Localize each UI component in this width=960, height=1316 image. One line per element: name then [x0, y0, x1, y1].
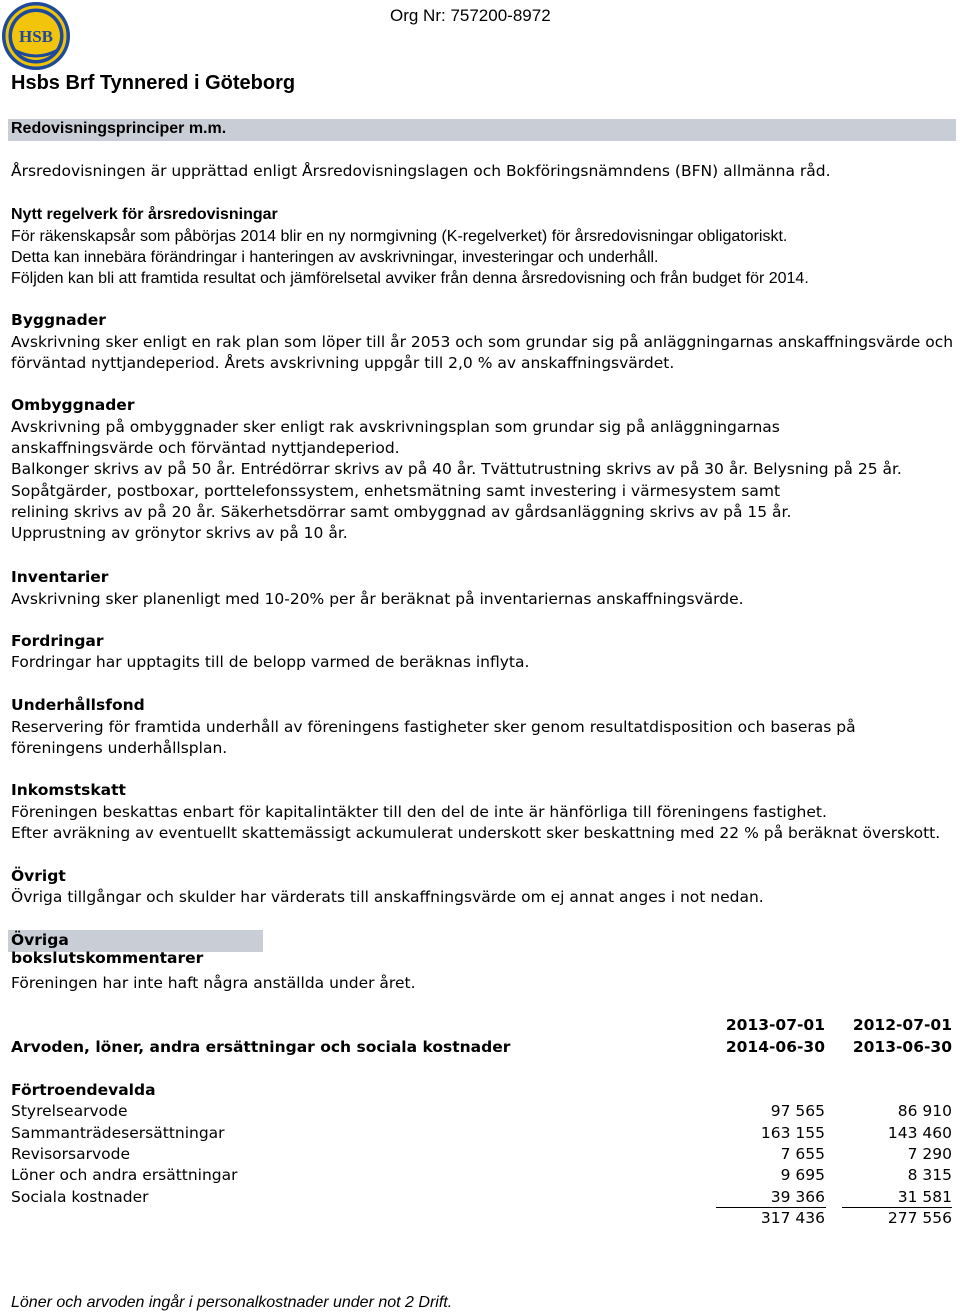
table-cell: 7 290: [907, 1145, 952, 1163]
table-row-label: Löner och andra ersättningar: [11, 1166, 238, 1184]
ombyggnader-line: Balkonger skrivs av på 50 år. Entrédörrar skrivs av på 40 år. Tvättutrustning skrivs av på 30 år. Belysning på 25 år.: [11, 460, 902, 478]
table-total: 317 436: [760, 1209, 825, 1227]
section-band-principles: [8, 119, 956, 141]
col1-header-end: 2014-06-30: [725, 1038, 825, 1056]
table-cell: 86 910: [897, 1102, 952, 1120]
logo-text: HSB: [18, 27, 54, 46]
table-total: 277 556: [887, 1209, 952, 1227]
table-row-label: Revisorsarvode: [11, 1145, 130, 1163]
ombyggnader-line: Avskrivning på ombyggnader sker enligt rak avskrivningsplan som grundar sig på anläggningarnas: [11, 418, 780, 436]
table-cell: 8 315: [907, 1166, 952, 1184]
bokslut-heading: Övriga bokslutskommentarer: [11, 931, 204, 967]
bokslut-text: Föreningen har inte haft några anställda under året.: [11, 974, 416, 992]
ombyggnader-line: anskaffningsvärde och förväntad nyttjandeperiod.: [11, 439, 400, 457]
hsb-logo: [0, 0, 72, 72]
col1-header-start: 2013-07-01: [725, 1016, 825, 1034]
regelverk-line: Detta kan innebära förändringar i hanteringen av avskrivningar, investeringar och underhåll.: [11, 249, 659, 266]
table-cell: 97 565: [770, 1102, 825, 1120]
byggnader-heading: Byggnader: [11, 311, 106, 329]
col2-header-start: 2012-07-01: [852, 1016, 952, 1034]
footnote: Löner och arvoden ingår i personalkostnader under not 2 Drift.: [11, 1294, 453, 1311]
fordringar-heading: Fordringar: [11, 632, 104, 650]
ombyggnader-heading: Ombyggnader: [11, 396, 135, 414]
table-cell: 39 366: [770, 1188, 825, 1206]
underhallsfond-line: Reservering för framtida underhåll av föreningens fastigheter sker genom resultatdisposition och baseras på: [11, 718, 856, 736]
underhallsfond-heading: Underhållsfond: [11, 696, 145, 714]
table-cell: 7 655: [780, 1145, 825, 1163]
regelverk-heading: Nytt regelverk för årsredovisningar: [11, 206, 278, 223]
inventarier-line: Avskrivning sker planenligt med 10-20% per år beräknat på inventariernas anskaffningsvärde.: [11, 590, 744, 608]
fordringar-line: Fordringar har upptagits till de belopp varmed de beräknas inflyta.: [11, 653, 530, 671]
table-row-label: Styrelsearvode: [11, 1102, 128, 1120]
org-number: Org Nr: 757200-8972: [390, 6, 551, 25]
table-row-label: Sammanträdesersättningar: [11, 1124, 225, 1142]
section-band-comments: [8, 930, 263, 967]
regelverk-line: Följden kan bli att framtida resultat och jämförelsetal avviker från denna årsredovisning och från budget för 2014.: [11, 270, 809, 287]
table-cell: 143 460: [887, 1124, 952, 1142]
byggnader-line: förväntad nyttjandeperiod. Årets avskrivning uppgår till 2,0 % av anskaffningsvärdet.: [11, 354, 675, 372]
ombyggnader-line: relining skrivs av på 20 år. Säkerhetsdörrar samt ombyggnad av gårdsanläggning skrivs av på 15 år.: [11, 503, 792, 521]
col2-header-end: 2013-06-30: [852, 1038, 952, 1056]
ombyggnader-line: Sopåtgärder, postboxar, porttelefonssystem, enhetsmätning samt investering i värmesystem samt: [11, 482, 781, 500]
inkomstskatt-heading: Inkomstskatt: [11, 781, 126, 799]
regelverk-line: För räkenskapsår som påbörjas 2014 blir en ny normgivning (K-regelverket) för årsredovisningar obligatoriskt.: [11, 228, 788, 245]
inventarier-heading: Inventarier: [11, 568, 109, 586]
table-title: Arvoden, löner, andra ersättningar och sociala kostnader: [11, 1038, 511, 1056]
ovrigt-line: Övriga tillgångar och skulder har värderats till anskaffningsvärde om ej annat anges i not nedan.: [11, 888, 764, 906]
intro-text: Årsredovisningen är upprättad enligt Årsredovisningslagen och Bokföringsnämndens (BFN) allmänna råd.: [11, 162, 831, 180]
page-title: Hsbs Brf Tynnered i Göteborg: [11, 72, 296, 94]
table-cell: 163 155: [760, 1124, 825, 1142]
ovrigt-heading: Övrigt: [11, 867, 66, 885]
table-cell: 9 695: [780, 1166, 825, 1184]
inkomstskatt-line: Efter avräkning av eventuellt skattemässigt ackumulerat underskott sker beskattning med 22 % på beräknat överskott.: [11, 824, 941, 842]
table-group: Förtroendevalda: [11, 1081, 156, 1099]
table-row-label: Sociala kostnader: [11, 1188, 149, 1206]
ombyggnader-line: Upprustning av grönytor skrivs av på 10 år.: [11, 524, 348, 542]
inkomstskatt-line: Föreningen beskattas enbart för kapitalintäkter till den del de inte är hänförliga till föreningens fastighet.: [11, 803, 827, 821]
underhallsfond-line: föreningens underhållsplan.: [11, 739, 228, 757]
table-cell: 31 581: [897, 1188, 952, 1206]
byggnader-line: Avskrivning sker enligt en rak plan som löper till år 2053 och som grundar sig på anläggningarnas anskaffningsvärde och: [11, 333, 954, 351]
section-heading: Redovisningsprinciper m.m.: [11, 120, 227, 137]
